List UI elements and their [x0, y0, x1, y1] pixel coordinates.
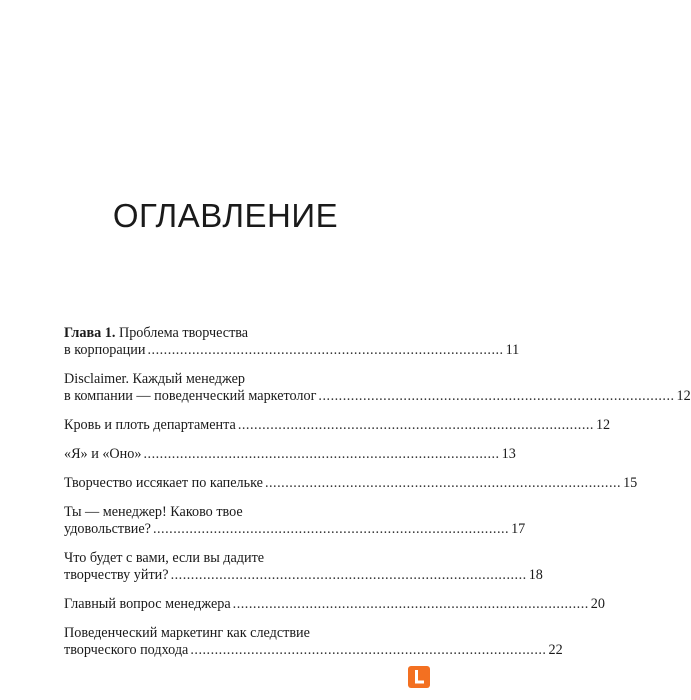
toc-entry[interactable] — [64, 371, 691, 405]
page-number: 13 — [501, 446, 516, 462]
page-number: 18 — [528, 567, 543, 583]
table-of-contents — [64, 325, 691, 659]
toc-entry-title: Проблема творчества — [118, 325, 249, 341]
toc-entry[interactable] — [64, 504, 526, 538]
dot-leader: ........................................................................................ — [170, 567, 527, 583]
dot-leader: ........................................................................................ — [143, 446, 500, 462]
toc-entry-title: Ты — менеджер! Каково твое — [64, 504, 243, 520]
page-number: 20 — [590, 596, 605, 612]
dot-leader: ........................................................................................ — [318, 388, 675, 404]
publisher-logo-glyph — [408, 666, 430, 688]
toc-entry-title: Творчество иссякает по капельке — [64, 475, 263, 491]
page-number: 15 — [623, 475, 638, 491]
dot-leader: ........................................................................................ — [264, 475, 622, 491]
toc-entry[interactable] — [64, 596, 605, 613]
toc-entry[interactable] — [64, 475, 638, 492]
page-number: 17 — [511, 521, 526, 537]
page-number: 12 — [595, 417, 611, 433]
toc-entry[interactable] — [64, 446, 516, 463]
toc-entry-title-end: в компании — поведенческий маркетолог — [64, 388, 317, 404]
page-title: ОГЛАВЛЕНИЕ — [112, 197, 339, 234]
chapter-label: Глава 1. — [64, 325, 116, 341]
toc-entry-title: Disclaimer. Каждый менеджер — [64, 371, 246, 387]
page-number: 11 — [505, 342, 520, 358]
dot-leader: ........................................................................................ — [190, 642, 547, 658]
toc-entry-title-end: удовольствие? — [64, 521, 151, 537]
dot-leader: ........................................................................................ — [237, 417, 594, 433]
toc-entry-title: Что будет с вами, если вы дадите — [64, 550, 265, 566]
toc-entry-title: «Я» и «Оно» — [64, 446, 142, 462]
toc-entry-title-end: творческого подхода — [64, 642, 189, 658]
toc-entry[interactable] — [64, 625, 563, 659]
toc-entry-title: Поведенческий маркетинг как следствие — [64, 625, 310, 641]
toc-entry[interactable] — [64, 325, 520, 359]
dot-leader: ........................................................................................ — [232, 596, 589, 612]
dot-leader: ........................................................................................ — [147, 342, 504, 358]
toc-entry[interactable] — [64, 550, 543, 584]
toc-entry-title-end: в корпорации — [64, 342, 146, 358]
page-number: 22 — [548, 642, 563, 658]
toc-entry-title: Главный вопрос менеджера — [64, 596, 231, 612]
publisher-logo-icon — [408, 666, 430, 688]
toc-entry-title-end: творчеству уйти? — [64, 567, 169, 583]
dot-leader: ........................................................................................ — [152, 521, 510, 537]
page-number: 12 — [676, 388, 691, 404]
toc-entry-title: Кровь и плоть департамента — [64, 417, 236, 433]
toc-entry[interactable] — [64, 417, 611, 434]
